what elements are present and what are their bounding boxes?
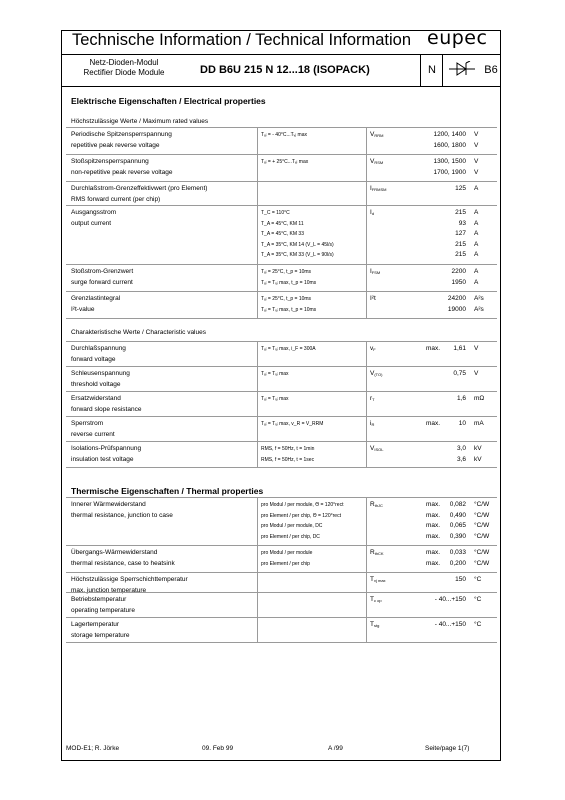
test-condition: pro Element / per chip (261, 560, 310, 567)
parameter-unit: °C/W (474, 559, 490, 567)
test-condition: Tᵥⱼ = 25°C, t_p = 10ms (261, 269, 312, 275)
parameter-symbol: $V_{ISOL}$ (370, 445, 384, 452)
parameter-symbol: $i_R$ (370, 420, 375, 427)
parameter-unit: °C/W (474, 511, 490, 519)
footer-author: MOD-E1; R. Jörke (66, 745, 120, 752)
column-divider (366, 264, 367, 291)
row-divider (66, 467, 497, 468)
parameter-value: 0,065 (449, 522, 466, 529)
row-divider (66, 181, 497, 182)
parameter-unit: kV (474, 455, 482, 463)
parameter-unit: V (474, 131, 479, 138)
parameter-value: 1300, 1500 (433, 158, 466, 165)
test-condition: Tᵥⱼ = Tᵥⱼ max (261, 396, 289, 402)
test-condition: Tᵥⱼ = Tᵥⱼ max, v_R = V_RRM (261, 421, 324, 427)
parameter-unit: A (474, 230, 479, 237)
parameter-symbol: $I_{FSM}$ (370, 268, 381, 275)
row-divider (66, 572, 497, 573)
parameter-unit: A (474, 251, 479, 258)
parameter-name-en: operating temperature (71, 606, 135, 614)
parameter-value: 19000 (447, 305, 466, 313)
parameter-name-en: insulation test voltage (71, 455, 134, 463)
column-divider (257, 617, 258, 642)
column-divider (257, 416, 258, 441)
header-column-divider (442, 54, 443, 86)
parameter-unit: A (474, 219, 479, 227)
column-divider (366, 181, 367, 205)
parameter-value: 150 (455, 576, 466, 583)
parameter-value: 0,75 (453, 370, 466, 377)
parameter-symbol: $r_T$ (370, 395, 375, 402)
test-condition: Tᵥⱼ = Tᵥⱼ max, t_p = 10ms (261, 279, 317, 286)
module-name-de: Netz-Dioden-Modul (89, 58, 159, 67)
page-title: Technische Information / Technical Information (72, 31, 412, 49)
row-divider (66, 291, 497, 292)
parameter-value: 0,033 (449, 549, 466, 556)
parameter-value: 24200 (447, 295, 466, 302)
column-divider (257, 154, 258, 181)
column-divider (257, 391, 258, 416)
parameter-unit: A (474, 240, 479, 248)
header-divider (61, 54, 501, 55)
parameter-value: - 40...+150 (434, 596, 466, 603)
column-divider (366, 205, 367, 264)
parameter-symbol: $T_{vj max}$ (370, 576, 386, 583)
column-divider (366, 391, 367, 416)
parameter-unit: A²s (474, 305, 484, 313)
parameter-unit: °C/W (474, 549, 490, 556)
parameter-name-en: output current (71, 219, 112, 227)
row-divider (66, 341, 497, 342)
column-divider (366, 291, 367, 318)
parameter-value: 1950 (451, 278, 466, 286)
row-divider (66, 264, 497, 265)
test-condition: pro Modul / per module, Θ = 120°rect (261, 502, 344, 508)
row-divider (66, 642, 497, 643)
eupec-logo: eupec (427, 27, 488, 49)
parameter-value: 1700, 1900 (433, 168, 466, 176)
parameter-name-de: Höchstzulässige Sperrschichttemperatur (71, 576, 188, 583)
row-divider (66, 366, 497, 367)
row-divider (66, 154, 497, 155)
parameter-name-de: Übergangs-Wärmewiderstand (71, 549, 158, 556)
test-condition: Tᵥⱼ = - 40°C...Tᵥⱼ max (261, 132, 307, 138)
parameter-name-en: I²t-value (71, 305, 95, 313)
row-divider (66, 391, 497, 392)
module-name-en: Rectifier Diode Module (83, 68, 165, 77)
parameter-symbol: I²t (370, 295, 376, 302)
parameter-value: 0,490 (449, 511, 466, 519)
column-divider (257, 497, 258, 545)
parameter-name-de: Stoßspitzensperrspannung (71, 158, 149, 165)
group-title-max-rated: Höchstzulässige Werte / Maximum rated values (71, 118, 209, 125)
section-heading-electrical: Elektrische Eigenschaften / Electrical properties (71, 96, 266, 106)
parameter-name-en: storage temperature (71, 631, 130, 639)
parameter-name-en: forward slope resistance (71, 405, 142, 413)
column-divider (257, 181, 258, 205)
test-condition: pro Element / per chip, DC (261, 533, 320, 540)
parameter-unit: kV (474, 445, 482, 452)
column-divider (257, 545, 258, 572)
parameter-name-en: thermal resistance, case to heatsink (71, 559, 175, 567)
column-divider (366, 416, 367, 441)
parameter-name-de: Grenzlastintegral (71, 295, 121, 302)
parameter-name-de: Durchlaßspannung (71, 345, 126, 352)
header-column-divider (420, 54, 421, 86)
parameter-value: 3,6 (456, 455, 466, 463)
parameter-symbol: $R_{thCK}$ (370, 549, 384, 556)
test-condition: T_A = 45°C, KM 33 (261, 231, 304, 237)
parameter-symbol: $V_{RSM}$ (370, 158, 384, 165)
test-condition: RMS, f = 50Hz, t = 1sec (261, 456, 315, 463)
parameter-name-de: Stoßstrom-Grenzwert (71, 268, 134, 275)
parameter-name-en: surge forward current (71, 278, 133, 286)
group-title-characteristic: Charakteristische Werte / Characteristic values (71, 329, 206, 336)
column-divider (366, 572, 367, 592)
parameter-name-de: Isolations-Prüfspannung (71, 445, 142, 452)
parameter-value: 215 (455, 209, 466, 216)
column-divider (366, 154, 367, 181)
column-divider (366, 545, 367, 572)
parameter-value: 1,6 (456, 395, 466, 402)
footer-date: 09. Feb 99 (202, 745, 234, 752)
footer-revision: A /99 (328, 745, 343, 752)
column-divider (366, 341, 367, 366)
parameter-symbol: $T_{c op}$ (370, 596, 382, 603)
b6-label: B6 (484, 64, 498, 76)
column-divider (257, 291, 258, 318)
column-divider (366, 441, 367, 467)
value-prefix: max. (426, 501, 441, 508)
row-divider (66, 318, 497, 319)
parameter-value: 0,082 (449, 501, 466, 508)
parameter-value: 2200 (451, 268, 466, 275)
test-condition: T_A = 45°C, KM 11 (261, 220, 304, 227)
row-divider (66, 545, 497, 546)
parameter-value: 0,200 (449, 559, 466, 567)
parameter-name-de: Ersatzwiderstand (71, 395, 121, 402)
parameter-unit: V (474, 168, 479, 176)
parameter-name-de: Innerer Wärmewiderstand (71, 501, 146, 508)
row-divider (66, 617, 497, 618)
parameter-symbol: $V_{(TO)}$ (370, 370, 383, 377)
type-designation: DD B6U 215 N 12...18 (ISOPACK) (200, 64, 370, 76)
parameter-value: 10 (458, 420, 466, 427)
test-condition: pro Element / per chip, Θ = 120°rect (261, 512, 341, 519)
test-condition: pro Modul / per module (261, 550, 313, 556)
parameter-value: 1200, 1400 (433, 131, 466, 138)
test-condition: Tᵥⱼ = + 25°C...Tᵥⱼ max (261, 159, 309, 165)
parameter-unit: V (474, 158, 479, 165)
row-divider (66, 441, 497, 442)
column-divider (257, 592, 258, 617)
parameter-unit: °C (474, 621, 482, 628)
parameter-value: 3,0 (456, 445, 466, 452)
parameter-name-en: reverse current (71, 430, 115, 438)
test-condition: T_A = 35°C, KM 14 (V_L = 45l/s) (261, 241, 334, 248)
test-condition: Tᵥⱼ = Tᵥⱼ max (261, 371, 289, 377)
column-divider (257, 441, 258, 467)
parameter-unit: °C/W (474, 522, 490, 529)
row-divider (66, 416, 497, 417)
parameter-name-de: Durchlaßstrom-Grenzeffektivwert (pro Element) (71, 185, 208, 192)
parameter-name-de: Betriebstemperatur (71, 596, 127, 603)
value-prefix: max. (426, 420, 441, 427)
value-prefix: max. (426, 549, 441, 556)
test-condition: Tᵥⱼ = 25°C, t_p = 10ms (261, 296, 312, 302)
value-prefix: max. (426, 511, 441, 519)
parameter-value: 215 (455, 251, 466, 258)
column-divider (257, 127, 258, 154)
column-divider (257, 341, 258, 366)
parameter-value: 0,390 (449, 532, 466, 540)
n-label: N (428, 64, 436, 76)
parameter-name-de: Periodische Spitzensperrspannung (71, 131, 172, 138)
parameter-value: 1600, 1800 (433, 141, 466, 149)
parameter-value: 93 (458, 219, 466, 227)
row-divider (66, 127, 497, 128)
column-divider (257, 205, 258, 264)
column-divider (257, 264, 258, 291)
section-heading-thermal: Thermische Eigenschaften / Thermal properties (71, 486, 264, 496)
parameter-unit: mA (474, 420, 484, 427)
parameter-name-de: Sperrstrom (71, 420, 104, 427)
diode-symbol-icon (449, 61, 475, 77)
parameter-unit: A (474, 185, 479, 192)
parameter-value: 1,61 (453, 345, 466, 352)
parameter-name-en: forward voltage (71, 355, 116, 363)
parameter-symbol: $I_{FRMSM}$ (370, 185, 387, 192)
parameter-unit: V (474, 141, 479, 149)
parameter-symbol: $v_F$ (370, 345, 376, 352)
parameter-symbol: $I_d$ (370, 209, 375, 216)
parameter-unit: A²s (474, 295, 484, 302)
parameter-value: 215 (455, 240, 466, 248)
parameter-name-en: repetitive peak reverse voltage (71, 141, 160, 149)
parameter-unit: °C (474, 596, 482, 603)
row-divider (66, 592, 497, 593)
test-condition: T_A = 35°C, KM 33 (V_L = 90l/s) (261, 252, 334, 258)
parameter-unit: V (474, 345, 479, 352)
column-divider (257, 572, 258, 592)
parameter-value: - 40...+150 (434, 621, 466, 628)
test-condition: Tᵥⱼ = Tᵥⱼ max, t_p = 10ms (261, 306, 317, 313)
row-divider (66, 205, 497, 206)
parameter-symbol: $R_{thJC}$ (370, 501, 383, 508)
parameter-value: 125 (455, 185, 466, 192)
row-divider (66, 497, 497, 498)
column-divider (366, 127, 367, 154)
parameter-unit: °C/W (474, 532, 490, 540)
column-divider (366, 592, 367, 617)
footer-page: Seite/page 1(7) (425, 745, 470, 752)
parameter-name-en: max. junction temperature (71, 586, 147, 594)
header-divider (61, 86, 501, 87)
parameter-symbol: $V_{RRM}$ (370, 131, 384, 138)
parameter-value: 127 (455, 230, 466, 237)
parameter-unit: A (474, 209, 479, 216)
column-divider (366, 366, 367, 391)
parameter-name-de: Schleusenspannung (71, 370, 130, 377)
value-prefix: max. (426, 532, 441, 540)
column-divider (366, 497, 367, 545)
parameter-name-de: Ausgangsstrom (71, 209, 117, 216)
parameter-unit: °C/W (474, 501, 490, 508)
value-prefix: max. (426, 522, 441, 529)
parameter-unit: V (474, 370, 479, 377)
parameter-name-en: non-repetitive peak reverse voltage (71, 168, 173, 176)
parameter-unit: °C (474, 576, 482, 583)
parameter-name-en: threshold voltage (71, 380, 121, 388)
column-divider (366, 617, 367, 642)
column-divider (257, 366, 258, 391)
parameter-name-en: RMS forward current (per chip) (71, 195, 161, 203)
parameter-unit: A (474, 278, 479, 286)
test-condition: Tᵥⱼ = Tᵥⱼ max, i_F = 300A (261, 346, 316, 352)
test-condition: pro Modul / per module, DC (261, 523, 323, 529)
value-prefix: max. (426, 559, 441, 567)
parameter-name-de: Lagertemperatur (71, 621, 120, 628)
value-prefix: max. (426, 345, 441, 352)
parameter-unit: mΩ (474, 395, 485, 402)
parameter-symbol: $T_{stg}$ (370, 621, 380, 628)
test-condition: RMS, f = 50Hz, t = 1min (261, 446, 315, 452)
test-condition: T_C = 110°C (261, 210, 290, 216)
parameter-unit: A (474, 268, 479, 275)
parameter-name-en: thermal resistance, junction to case (71, 511, 173, 519)
